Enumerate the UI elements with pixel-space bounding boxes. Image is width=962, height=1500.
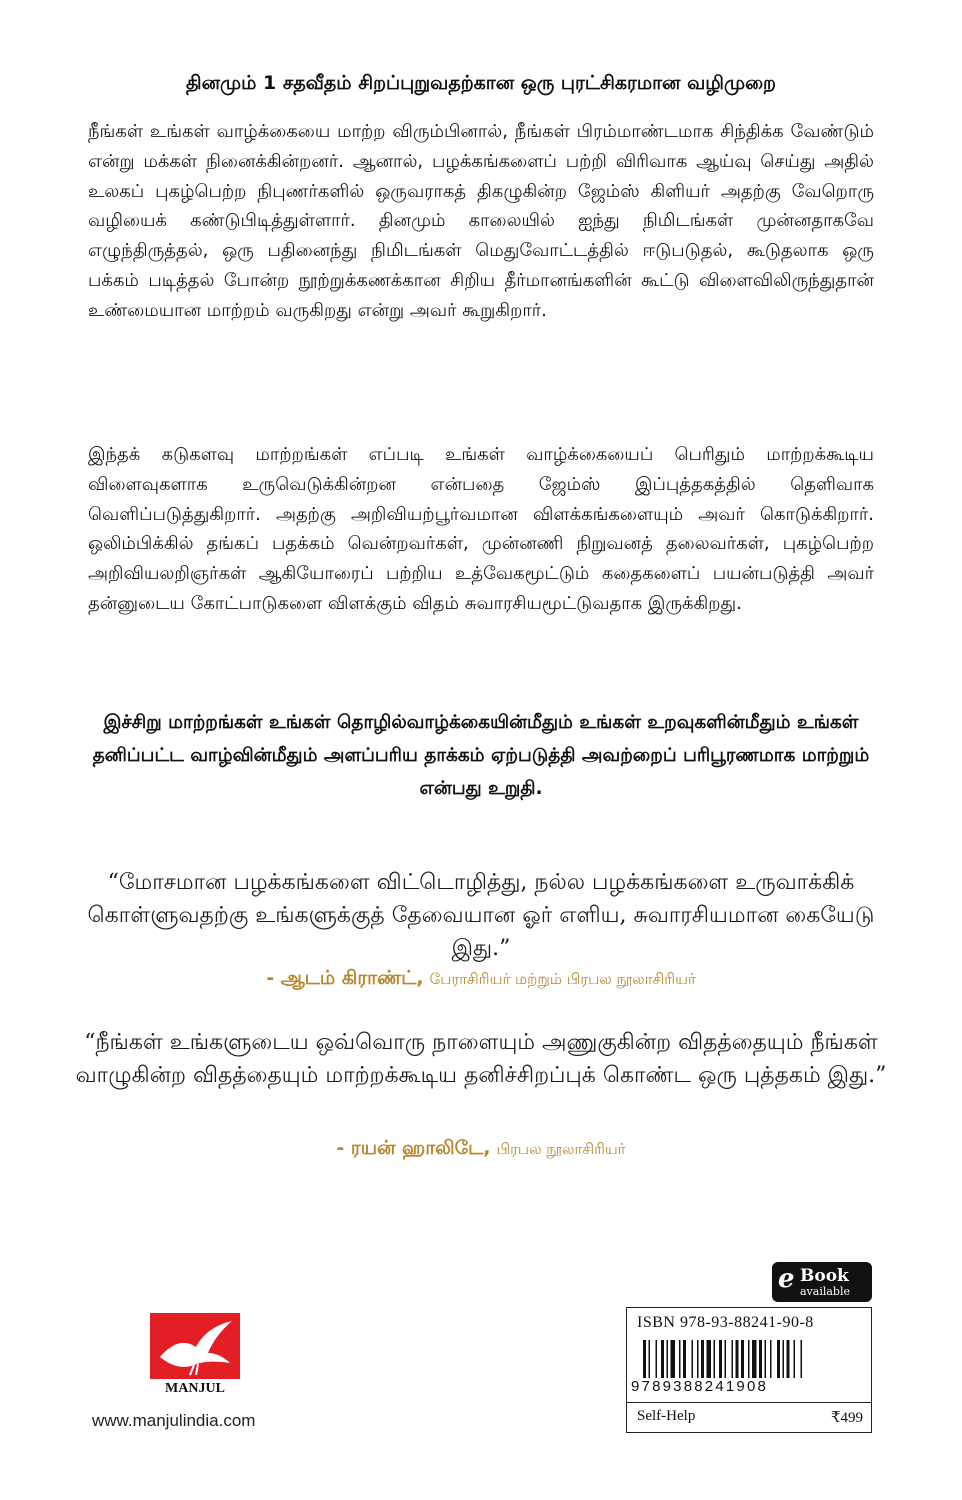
ebook-word: Book <box>800 1266 849 1286</box>
description-paragraph-2: இந்தக் கடுகளவு மாற்றங்கள் எப்படி உங்கள் வாழ்க்கையைப் பெரிதும் மாற்றக்கூடிய விளைவுகளாக உருவெடுக்கின்றன என்பதை ஜேம்ஸ் இப்புத்தகத்தில் தெளிவாக வெளிப்படுத்துகிறார். அதற்கு அறிவியற்பூர்வமான விளக்கங்களையும் அவர் கொடுக்கிறார். ஒலிம்பிக்கில் தங்கப் பதக்கம் வென்றவர்கள், முன்னணி நிறுவனத் தலைவர்கள், புகழ்பெற்ற அறிவியலறிஞர்கள் ஆகியோரைப் பற்றிய உத்வேகமூட்டும் கதைகளைப் பயன்படுத்தி அவர் தன்னுடைய கோட்பாடுகளை விளக்கும் விதம் சுவாரசியமூட்டுவதாக இருக்கிறது. <box>88 444 874 614</box>
manjul-logo-icon <box>150 1313 240 1379</box>
ebook-letter: e <box>778 1264 795 1294</box>
summary-paragraph: இச்சிறு மாற்றங்கள் உங்கள் தொழில்வாழ்க்கையின்மீதும் உங்கள் உறவுகளின்மீதும் உங்கள் தனிப்பட்ட வாழ்வின்மீதும் அளப்பரிய தாக்கம் ஏற்படுத்தி அவற்றைப் பரிபூரணமாக மாற்றும் என்பது உறுதி. <box>92 712 870 799</box>
endorser-role: பேராசிரியர் மற்றும் பிரபல நூலாசிரியர் <box>429 970 696 988</box>
endorsement-attribution-1 <box>60 967 902 992</box>
ebook-badge <box>772 1262 872 1302</box>
endorser-name: - ஆடம் கிராண்ட், <box>266 967 424 989</box>
isbn-divider <box>627 1402 871 1403</box>
book-price: ₹499 <box>830 1410 863 1426</box>
endorser-name: - ரயன் ஹாலிடே, <box>336 1137 491 1159</box>
endorsement-quote-1: “மோசமான பழக்கங்களை விட்டொழித்து, நல்ல பழக்கங்களை உருவாக்கிக் கொள்ளுவதற்கு உங்களுக்குத் தேவையான ஓர் எளிய, சுவாரசியமான கையேடு இது.” <box>87 870 875 961</box>
endorsement-attribution-2 <box>60 1137 902 1162</box>
isbn-number: ISBN 978-93-88241-90-8 <box>637 1314 814 1331</box>
book-category: Self-Help <box>637 1408 696 1424</box>
endorser-role: பிரபல நூலாசிரியர் <box>496 1140 626 1158</box>
ebook-available: available <box>800 1285 850 1298</box>
publisher-name: MANJUL <box>165 1381 225 1396</box>
endorsement-quote-2: “நீங்கள் உங்களுடைய ஒவ்வொரு நாளையும் அணுகுகின்ற விதத்தையும் நீங்கள் வாழுகின்ற விதத்தையும் மாற்றக்கூடிய தனிச்சிறப்புக் கொண்ட ஒரு புத்தகம் இது.” <box>75 1030 887 1088</box>
publisher-website: www.manjulindia.com <box>92 1411 256 1430</box>
headline: தினமும் 1 சதவீதம் சிறப்புறுவதற்கான ஒரு புரட்சிகரமான வழிமுறை <box>186 72 776 94</box>
isbn-box <box>626 1307 872 1433</box>
description-paragraph-1: நீங்கள் உங்கள் வாழ்க்கையை மாற்ற விரும்பினால், நீங்கள் பிரம்மாண்டமாக சிந்திக்க வேண்டும் என்று மக்கள் நினைக்கின்றனர். ஆனால், பழக்கங்களைப் பற்றி விரிவாக ஆய்வு செய்து அதில் உலகப் புகழ்பெற்ற நிபுணர்களில் ஒருவராகத் திகழுகின்ற ஜேம்ஸ் கிளியர் அதற்கு வேறொரு வழியைக் கண்டுபிடித்துள்ளார். தினமும் காலையில் ஐந்து நிமிடங்கள் முன்னதாகவே எழுந்திருத்தல், ஒரு பதினைந்து நிமிடங்கள் மெதுவோட்டத்தில் ஈடுபடுதல், கூடுதலாக ஒரு பக்கம் படித்தல் போன்ற நூற்றுக்கணக்கான சிறிய தீர்மானங்களின் கூட்டு விளைவிலிருந்துதான் உண்மையான மாற்றம் வருகிறது என்று அவர் கூறுகிறார். <box>88 121 874 321</box>
barcode-digits: 9789388241908 <box>631 1378 769 1395</box>
barcode-icon <box>643 1340 855 1378</box>
